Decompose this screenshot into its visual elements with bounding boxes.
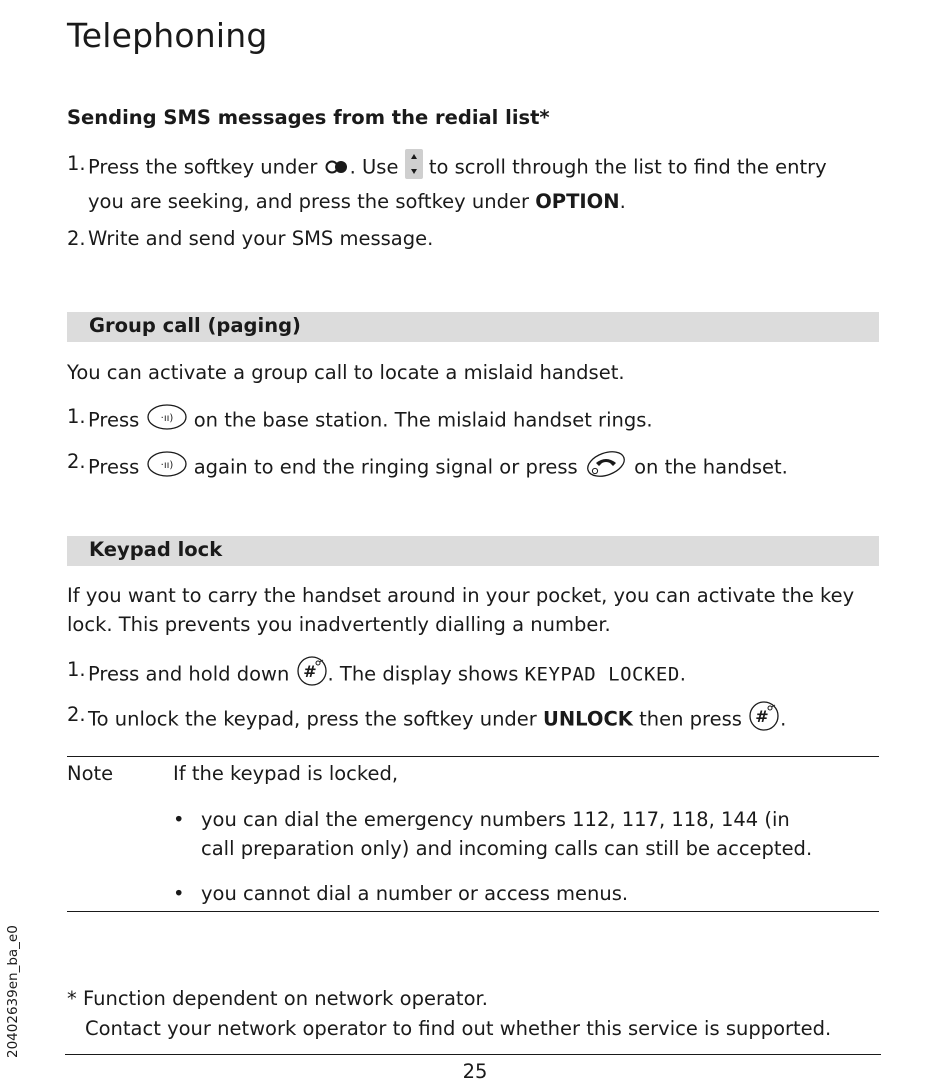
- step-text: Press and hold down: [88, 662, 296, 686]
- step-text: Press: [88, 455, 146, 479]
- step-text: To unlock the keypad, press the softkey under: [88, 707, 544, 731]
- step-number: 1.: [67, 152, 86, 175]
- keypad-lock-intro: If you want to carry the handset around in your pocket, you can activate the key lock. This prevents you inadvertently dialling a number.: [67, 584, 855, 636]
- bullet-dot: •: [173, 882, 185, 905]
- keypad-lock-step-1: [67, 655, 867, 695]
- step-text: Write and send your SMS message.: [88, 227, 434, 250]
- option-softkey-label: OPTION: [535, 190, 620, 213]
- step-number: 2.: [67, 227, 86, 250]
- group-call-intro: You can activate a group call to locate a mislaid handset.: [67, 361, 625, 384]
- step-text: . Use: [349, 155, 405, 179]
- step-text: Press the softkey under: [88, 155, 324, 179]
- bullet-text: you cannot dial a number or access menus.: [201, 882, 629, 905]
- note-bullet-2: [173, 879, 813, 908]
- note-bullet-1: [173, 805, 813, 863]
- unlock-softkey-label: UNLOCK: [543, 707, 633, 731]
- paging-button-icon: [146, 402, 188, 440]
- note-intro: If the keypad is locked,: [173, 762, 399, 785]
- footnote-line-2: Contact your network operator to find out whether this service is supported.: [85, 1017, 832, 1040]
- svg-text:·ıı): ·ıı): [160, 413, 173, 424]
- sms-step-1: [67, 149, 867, 216]
- step-text: then press: [632, 707, 749, 731]
- keypad-lock-heading: Keypad lock: [89, 538, 223, 561]
- end-call-key-icon: [584, 447, 628, 489]
- footnote: [67, 984, 831, 1044]
- step-text: .: [679, 662, 686, 686]
- display-text: KEYPAD LOCKED: [524, 663, 680, 686]
- group-call-heading: Group call (paging): [89, 314, 301, 337]
- paging-button-icon: [146, 449, 188, 487]
- footnote-line-1: * Function dependent on network operator.: [67, 987, 488, 1010]
- bullet-text: you can dial the emergency numbers 112, 117, 118, 144 (in call preparation only) and incoming calls can still be accepted.: [201, 808, 813, 860]
- group-call-step-1: [67, 402, 867, 440]
- step-number: 1.: [67, 405, 86, 428]
- sms-step-2: [67, 224, 867, 253]
- step-text: Press: [88, 408, 146, 432]
- step-text: to scroll through the list to find the entry you are seeking, and press the softkey under: [88, 155, 827, 213]
- hash-key-lock-icon: [296, 655, 328, 695]
- step-text: on the base station. The mislaid handset rings.: [187, 408, 653, 432]
- step-text: .: [780, 707, 787, 731]
- footer-rule: [65, 1054, 881, 1055]
- step-text: again to end the ringing signal or press: [187, 455, 584, 479]
- note-label: Note: [67, 762, 114, 785]
- step-text: . The display shows: [327, 662, 525, 686]
- svg-text:#: #: [302, 662, 317, 681]
- scroll-updown-icon: [405, 149, 423, 187]
- group-call-step-2: [67, 447, 867, 489]
- note-bottom-rule: [67, 911, 879, 912]
- step-text: on the handset.: [627, 455, 788, 479]
- keypad-lock-step-2: [67, 700, 867, 740]
- svg-text:·ıı): ·ıı): [160, 460, 173, 471]
- svg-text:#: #: [755, 707, 769, 726]
- step-text: .: [619, 190, 626, 213]
- step-number: 2.: [67, 450, 86, 473]
- page-title: Telephoning: [67, 16, 268, 55]
- redial-list-icon: [324, 154, 350, 183]
- document-code: 20402639en_ba_e0: [5, 925, 21, 1058]
- hash-key-lock-icon: [748, 700, 780, 740]
- group-call-section-bar: [67, 312, 879, 342]
- note-top-rule: [67, 756, 879, 757]
- sms-section-heading: Sending SMS messages from the redial list*: [67, 106, 550, 129]
- step-number: 1.: [67, 658, 86, 681]
- step-number: 2.: [67, 703, 86, 726]
- page-number: 25: [462, 1060, 488, 1083]
- keypad-lock-section-bar: [67, 536, 879, 566]
- bullet-dot: •: [173, 808, 185, 831]
